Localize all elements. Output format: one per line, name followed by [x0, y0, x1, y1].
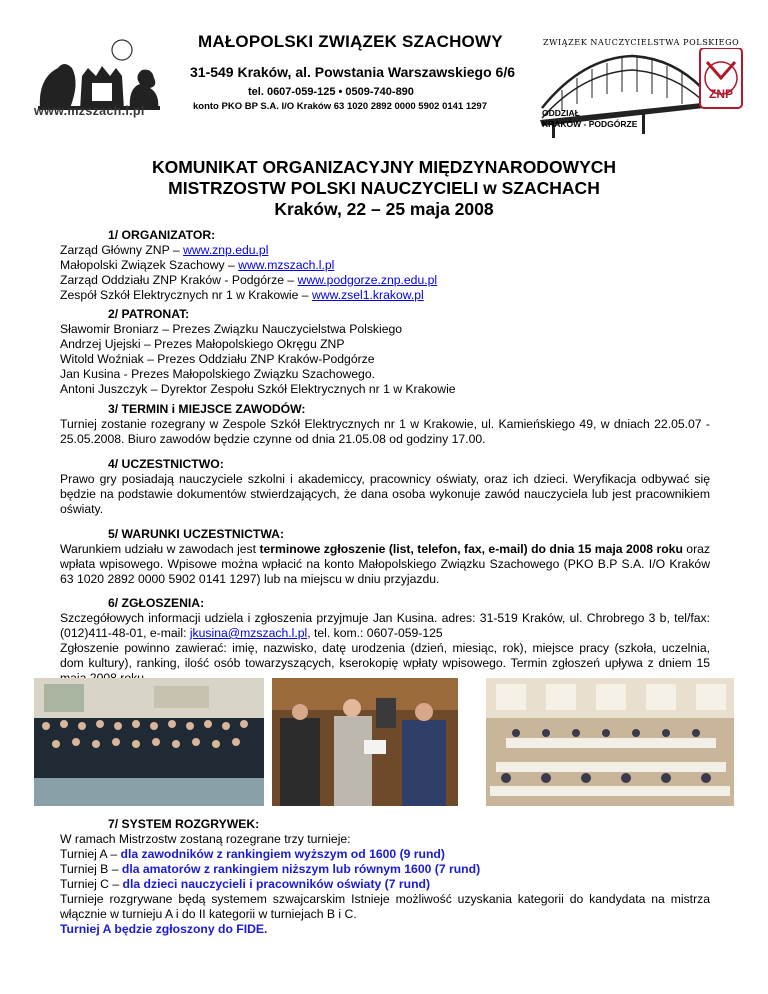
section-2-body — [60, 322, 710, 397]
section-3-text: Turniej zostanie rozegrany w Zespole Szkół Elektrycznych nr 1 w Krakowie, ul. Kamieńskiego 49, w dniach 22.05.07 - 25.05.2008. Biuro zawodów będzie czynne od dnia 21.05.08 od godziny 17.00. — [60, 417, 710, 446]
org-account: konto PKO BP S.A. I/O Kraków 63 1020 2892 0000 5902 0141 1297 — [193, 101, 487, 112]
system-text: Turnieje rozgrywane będą systemem szwajcarskim Istnieje możliwość uzyskania kategorii do kandydata na mistrza włącznie w turnieju A i do II kategorii w turniejach B i C. — [60, 892, 710, 921]
odzial-label — [542, 108, 637, 131]
section-6-text-c: Zgłoszenie powinno zawierać: imię, nazwisko, datę urodzenia (dzień, miesiąc, rok), miejsce pracy (szkoła, uczelnia, dom kultury), ranking, ilość osób towarzyszących, kserokopię wpłaty wpisowego. Termin zgłoszeń upływa z dniem 15 — [60, 641, 710, 670]
patron-1: Sławomir Broniarz – Prezes Związku Nauczycielstwa Polskiego — [60, 322, 403, 336]
system-intro: W ramach Mistrzostw zostaną rozegrane trzy turnieje: — [60, 832, 351, 846]
tournament-a-desc: dla zawodników z rankingiem wyższym od 1600 (9 rund) — [120, 847, 445, 861]
tournament-b: Turniej B – dla amatorów z rankingiem niższym lub równym 1600 (7 rund) — [60, 862, 481, 876]
document-title — [60, 157, 708, 220]
section-5-text: Warunkiem udziału w zawodach jest terminowe zgłoszenie (list, telefon, fax, e-mail) do dnia 15 maja 2008 roku oraz wpłata wpisowego. Wpisowe można wpłacić na konto Małopolskiego Związku Szachowego (PKO B.P S.A. I/O Kraków 63 1020 2892 0000 5902 0141 1297) lub na miejscu w dniu przyjazdu. — [60, 542, 710, 586]
award-photo — [272, 678, 458, 806]
section-2-heading: 2/ PATRONAT: — [108, 307, 190, 321]
znp-title: ZWIĄZEK NAUCZYCIELSTWA POLSKIEGO — [543, 38, 740, 47]
org-phones: tel. 0607-059-125 • 0509-740-890 — [248, 86, 414, 98]
org-address: 31-549 Kraków, al. Powstania Warszawskiego 6/6 — [190, 64, 515, 80]
section-7-body — [60, 832, 710, 937]
fide-note: Turniej A będzie zgłoszony do FIDE. — [60, 922, 268, 936]
link-znp[interactable]: www.znp.edu.pl — [183, 243, 269, 257]
znp-logo-text: ZNP — [709, 87, 733, 101]
organizer-3: Zarząd Oddziału ZNP Kraków - Podgórze – www.podgorze.znp.edu.pl — [60, 273, 438, 287]
section-4-text: Prawo gry posiadają nauczyciele szkolni i akademiccy, pracownicy oświaty, oraz ich dzieci. Weryfikacja odbywać się będzie na podstawie dokumentów stwierdzających, że dana osoba wykonuje zawód nauczyciela lub jest pracownikiem oświaty. — [60, 472, 710, 516]
patron-4: Jan Kusina - Prezes Małopolskiego Związku Szachowego. — [60, 367, 376, 381]
website-url: www.mzszach.l.pl — [34, 104, 145, 118]
group-photo — [34, 678, 264, 806]
tournament-hall-photo — [486, 678, 734, 806]
section-7-heading: 7/ SYSTEM ROZGRYWEK: — [108, 817, 260, 831]
odzial-line1: ODDZIAŁ — [542, 108, 580, 118]
patron-2: Andrzej Ujejski – Prezes Małopolskiego Okręgu ZNP — [60, 337, 345, 351]
tournament-c-desc: dla dzieci nauczycieli i pracowników oświaty (7 rund) — [122, 877, 431, 891]
organizer-4: Zespół Szkół Elektrycznych nr 1 w Krakowie – www.zsel1.krakow.pl — [60, 288, 424, 302]
section-6-text-a: Szczegółowych informacji udziela i zgłoszenia przyjmuje Jan Kusina. adres: 31-519 Kraków, ul. Chrobrego 3 b, tel/fax:(012)411-48-01, e-mail: jkusina@mzszach.l.pl, tel. kom.: 0607-059-125 — [60, 611, 710, 640]
organizer-1: Zarząd Główny ZNP – www.znp.edu.pl — [60, 243, 269, 257]
section-6-heading: 6/ ZGŁOSZENIA: — [108, 596, 205, 610]
tournament-a: Turniej A – dla zawodników z rankingiem wyższym od 1600 (9 rund) — [60, 847, 445, 861]
link-mzszach[interactable]: www.mzszach.l.pl — [238, 258, 335, 272]
section-1-heading: 1/ ORGANIZATOR: — [108, 228, 216, 242]
section-5-heading: 5/ WARUNKI UCZESTNICTWA: — [108, 527, 285, 541]
section-3-heading: 3/ TERMIN i MIEJSCE ZAWODÓW: — [108, 402, 306, 416]
title-line2: MISTRZOSTW POLSKI NAUCZYCIELI w SZACHACH — [168, 178, 600, 198]
section-1-body — [60, 243, 710, 303]
email-link[interactable]: jkusina@mzszach.l.pl — [189, 626, 308, 640]
patron-3: Witold Woźniak – Prezes Oddziału ZNP Kraków-Podgórze — [60, 352, 375, 366]
link-zsel1[interactable]: www.zsel1.krakow.pl — [311, 288, 424, 302]
tournament-c: Turniej C – dla dzieci nauczycieli i pracowników oświaty (7 rund) — [60, 877, 431, 891]
section-4-heading: 4/ UCZESTNICTWO: — [108, 457, 224, 471]
patron-5: Antoni Juszczyk – Dyrektor Zespołu Szkół Elektrycznych nr 1 w Krakowie — [60, 382, 456, 396]
title-line1: KOMUNIKAT ORGANIZACYJNY MIĘDZYNARODOWYCH — [151, 157, 617, 177]
odzial-line2: KRAKÓW - PODGÓRZE — [542, 119, 638, 130]
organizer-2: Małopolski Związek Szachowy – www.mzszach.l.pl — [60, 258, 335, 272]
tournament-b-desc: dla amatorów z rankingiem niższym lub równym 1600 (7 rund) — [121, 862, 481, 876]
deadline-bold: terminowe zgłoszenie (list, telefon, fax, e-mail) do dnia 15 maja 2008 roku — [259, 542, 683, 556]
link-podgorze[interactable]: www.podgorze.znp.edu.pl — [297, 273, 438, 287]
title-line3: Kraków, 22 – 25 maja 2008 — [274, 199, 494, 219]
org-name: MAŁOPOLSKI ZWIĄZEK SZACHOWY — [198, 32, 503, 51]
